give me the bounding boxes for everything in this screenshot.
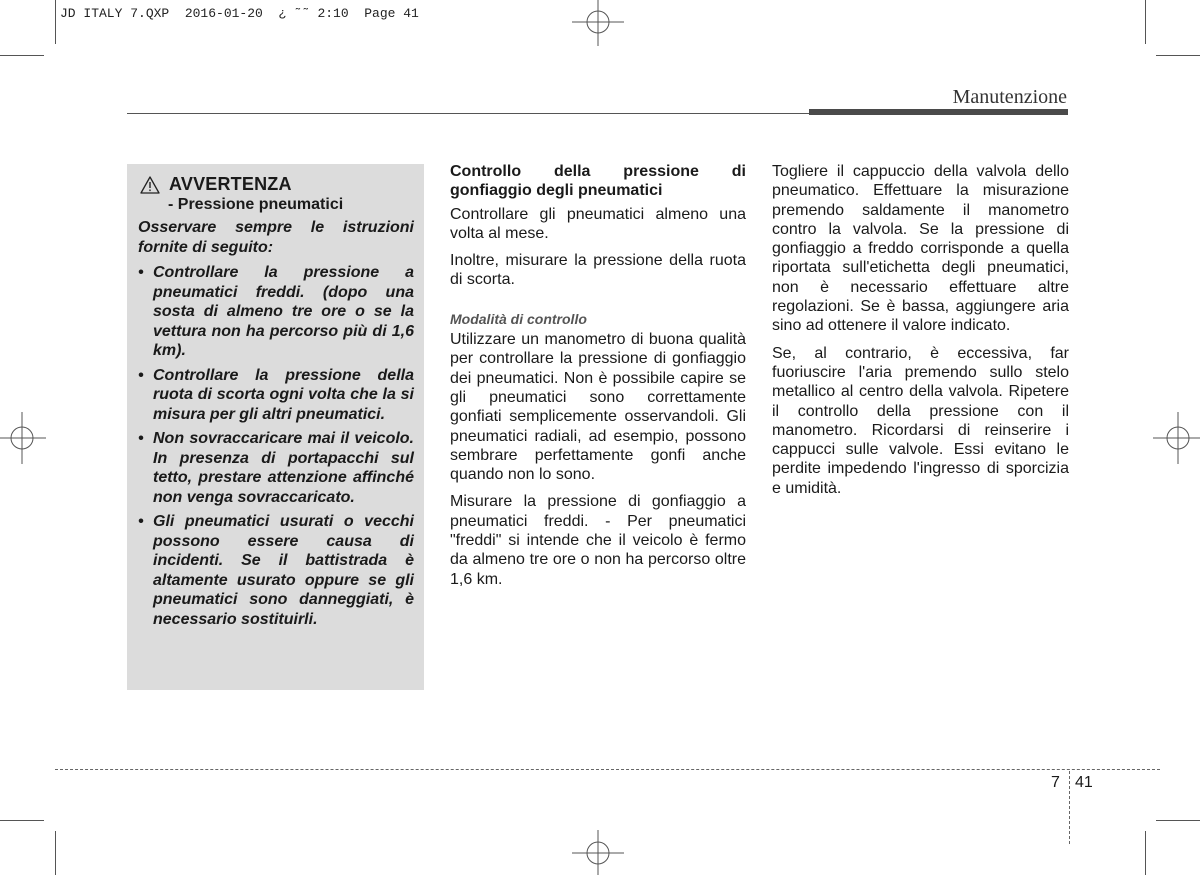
registration-mark-icon — [1153, 412, 1200, 464]
page-number: 41 — [1075, 774, 1093, 791]
warning-subtitle: - Pressione pneumatici — [168, 196, 344, 213]
bullet: • — [138, 264, 144, 281]
right-column — [772, 162, 1069, 506]
middle-column — [450, 162, 746, 597]
list-item-text: Non sovraccaricare mai il veicolo. In presenza di portapacchi sul tetto, prestare attenzione affinché non venga sovraccaricato. — [153, 430, 414, 506]
paragraph: Utilizzare un manometro di buona qualità per controllare la pressione di gonfiaggio dei pneumatici. Non è possibile capire se gli pneumatici sono correttamente gonfiati semplicemente osservandoli. Gli pneumatici radiali, ad esempio, possono sembrare perfettamente gonfi anche quando non lo sono. — [450, 331, 746, 484]
registration-mark-icon — [572, 830, 624, 875]
chapter-number: 7 — [1051, 774, 1060, 791]
crop-mark — [0, 55, 44, 56]
list-item-text: Controllare la pressione a pneumatici freddi. (dopo una sosta di almeno tre ore o se la vettura non ha percorso più di 1,6 km). — [153, 264, 414, 359]
bullet: • — [138, 430, 144, 447]
header-rule — [127, 113, 809, 114]
registration-mark-icon — [572, 0, 624, 46]
crop-mark — [55, 831, 56, 875]
crop-mark — [1145, 831, 1146, 875]
paragraph: Inoltre, misurare la pressione della ruota di scorta. — [450, 252, 746, 289]
warning-intro: Osservare sempre le istruzioni fornite di seguito: — [138, 219, 414, 256]
warning-title: AVVERTENZA — [169, 174, 292, 194]
subheading: Modalità di controllo — [450, 310, 587, 327]
paragraph: Se, al contrario, è eccessiva, far fuoriuscire l'aria premendo sullo stelo metallico al centro della valvola. Ripetere il controllo della pressione con il manometro. Ricordarsi di reinserire i cappucci sulle valvole. Essi evitano le perdite impedendo l'ingresso di sporcizia e umidità. — [772, 344, 1069, 497]
crop-mark — [55, 0, 56, 44]
list-item — [138, 429, 414, 507]
crop-mark — [1156, 820, 1200, 821]
list-item-text: Controllare la pressione della ruota di scorta ogni volta che la si misura per gli altri pneumatici. — [153, 366, 414, 423]
bullet: • — [138, 513, 144, 530]
paragraph: Controllare gli pneumatici almeno una volta al mese. — [450, 205, 746, 242]
section-title: Manutenzione — [952, 86, 1067, 108]
print-slug: JD ITALY 7.QXP 2016-01-20 ¿ ˜˜ 2:10 Page 41 — [60, 6, 419, 21]
warning-box — [127, 164, 424, 690]
footer-divider — [1069, 771, 1070, 844]
bullet: • — [138, 366, 144, 384]
list-item-text: Gli pneumatici usurati o vecchi possono essere causa di incidenti. Se il battistrada è altamente usurato oppure se gli pneumatici sono danneggiati, è necessario sostituirli. — [153, 513, 414, 628]
warning-header — [140, 174, 414, 195]
header-rule-thick — [809, 109, 1068, 115]
crop-mark — [1145, 0, 1146, 44]
warning-list — [138, 263, 414, 629]
list-item — [138, 512, 414, 629]
list-item — [138, 366, 414, 425]
paragraph: Togliere il cappuccio della valvola dello pneumatico. Effettuare la misurazione premendo saldamente il manometro contro la valvola. Se la pressione di gonfiaggio a freddo corrisponde a quella riportata sull'etichetta degli pneumatici, non è necessario effettuare altre regolazioni. Se è bassa, aggiungere aria sino ad ottenere il valore indicato. — [772, 163, 1069, 335]
paragraph: Misurare la pressione di gonfiaggio a pneumatici freddi. - Per pneumatici "freddi" si intende che il veicolo è fermo da almeno tre ore o non ha percorso oltre 1,6 km. — [450, 493, 746, 588]
list-item — [138, 263, 414, 361]
crop-mark — [0, 820, 44, 821]
crop-mark — [1156, 55, 1200, 56]
registration-mark-icon — [0, 412, 46, 464]
section-heading: Controllo della pressione di gonfiaggio degli pneumatici — [450, 163, 746, 200]
footer-rule — [55, 769, 1160, 770]
warning-triangle-icon — [140, 176, 160, 194]
